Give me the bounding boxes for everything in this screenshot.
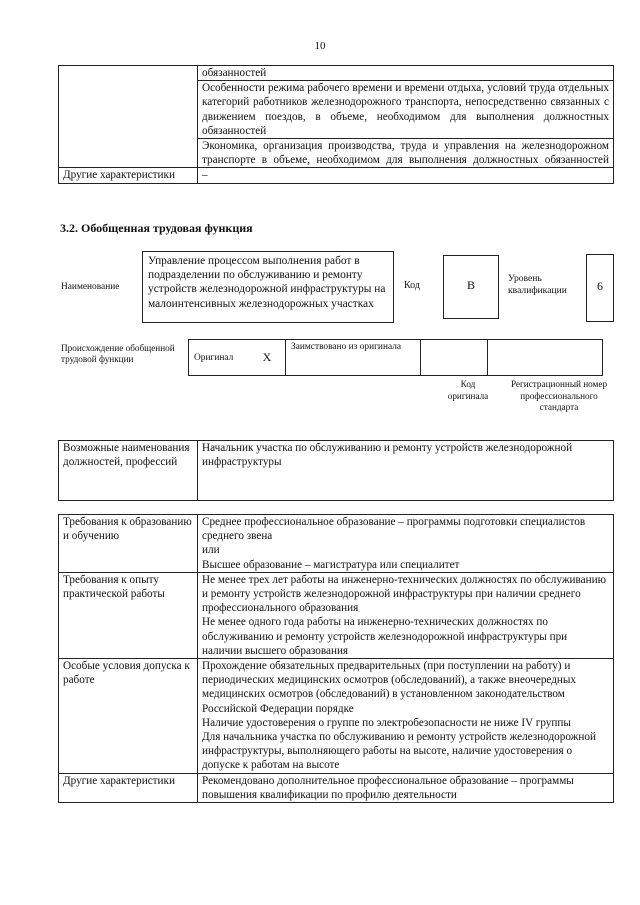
caption-reg-number: Регистрационный номер профессионального стандарта	[510, 379, 608, 413]
table-cell-label: Особые условия допуска к работе	[59, 659, 198, 774]
table-row	[59, 515, 614, 573]
table-cell-label: Другие характеристики	[59, 773, 198, 802]
table-row	[59, 659, 614, 774]
code-value-box: B	[443, 255, 499, 319]
text-line: Прохождение обязательных предварительных (при поступлении на работу) и периодических медицинских осмотров (обследований), а также внеочередных медицинских осмотров (обследований) в установленном законодательством Российской Федерации порядке	[202, 660, 577, 715]
table-cell-value: Начальник участка по обслуживанию и ремонту устройств железнодорожной инфраструктуры	[198, 441, 614, 501]
text-line: Высшее образование – магистратура или специалитет	[202, 558, 460, 571]
table-cell-value	[198, 659, 614, 774]
level-label: Уровень квалификации	[508, 273, 567, 296]
table-row	[59, 441, 614, 501]
text-line: или	[202, 544, 220, 557]
text-line: Рекомендовано дополнительное профессиональное образование – программы повышения квалификации по профилю деятельности	[202, 774, 574, 801]
positions-table	[58, 440, 614, 501]
table-cell-value: Экономика, организация производства, труда и управления на железнодорожном транспорте в объеме, необходимом для выполнения должностных обязанностей	[198, 139, 614, 168]
section-title: 3.2. Обобщенная трудовая функция	[60, 221, 253, 235]
original-label: Оригинал	[189, 340, 250, 376]
text-line: Наличие удостоверения о группе по электробезопасности не ниже IV группы	[202, 716, 571, 729]
requirements-table	[58, 514, 614, 803]
table-cell-label: Требования к опыту практической работы	[59, 572, 198, 658]
top-table	[58, 65, 614, 184]
origin-label: Происхождение обобщенной трудовой функции	[61, 343, 175, 365]
text-line: Не менее одного года работы на инженерно-технических должностях по обслуживанию и ремонту устройств железнодорожной инфраструктуры при наличии высшего образования	[202, 616, 568, 657]
name-label: Наименование	[61, 282, 120, 292]
page-number: 10	[314, 40, 326, 52]
table-cell-value	[198, 773, 614, 802]
text-line: Среднее профессиональное образование – программы подготовки специалистов среднего звена	[202, 516, 586, 543]
table-cell-value: –	[198, 168, 614, 183]
table-cell-value: обязанностей	[198, 66, 614, 81]
table-cell-label: Другие характеристики	[59, 168, 198, 183]
origin-code-cell	[421, 340, 488, 376]
table-cell-label: Требования к образованию и обучению	[59, 515, 198, 573]
origin-reg-cell	[488, 340, 603, 376]
original-mark: X	[249, 340, 286, 376]
table-row	[59, 773, 614, 802]
text-line: Не менее трех лет работы на инженерно-технических должностях по обслуживанию и ремонту устройств железнодорожной инфраструктуры при наличии среднего профессионального образования	[202, 573, 606, 615]
table-row	[59, 66, 614, 81]
origin-table	[188, 339, 603, 376]
table-cell-value: Особенности режима рабочего времени и времени отдыха, условий труда отдельных категорий работников железнодорожного транспорта, непосредственно связанных с движением поездов, в объеме, необходимом для выполнения должностных обязанностей	[198, 81, 614, 139]
table-row	[59, 572, 614, 658]
table-cell-value	[198, 515, 614, 573]
table-cell-label	[59, 66, 198, 168]
table-cell-value	[198, 572, 614, 658]
table-cell-label: Возможные наименования должностей, профессий	[59, 441, 198, 501]
table-row	[59, 168, 614, 183]
text-line: Для начальника участка по обслуживанию и ремонту устройств железнодорожной инфраструктуры, выполняющего работы на высоте, наличие удостоверения о допуске к работам на высоте	[202, 731, 596, 772]
level-value-box: 6	[586, 254, 614, 322]
code-label: Код	[404, 280, 420, 291]
caption-code-original: Код оригинала	[447, 379, 489, 401]
name-value-box: Управление процессом выполнения работ в подразделении по обслуживанию и ремонту устройств железнодорожной инфраструктуры на малоинтенсивных железнодорожных участках	[142, 251, 394, 323]
borrowed-label: Заимствовано из оригинала	[286, 340, 421, 376]
